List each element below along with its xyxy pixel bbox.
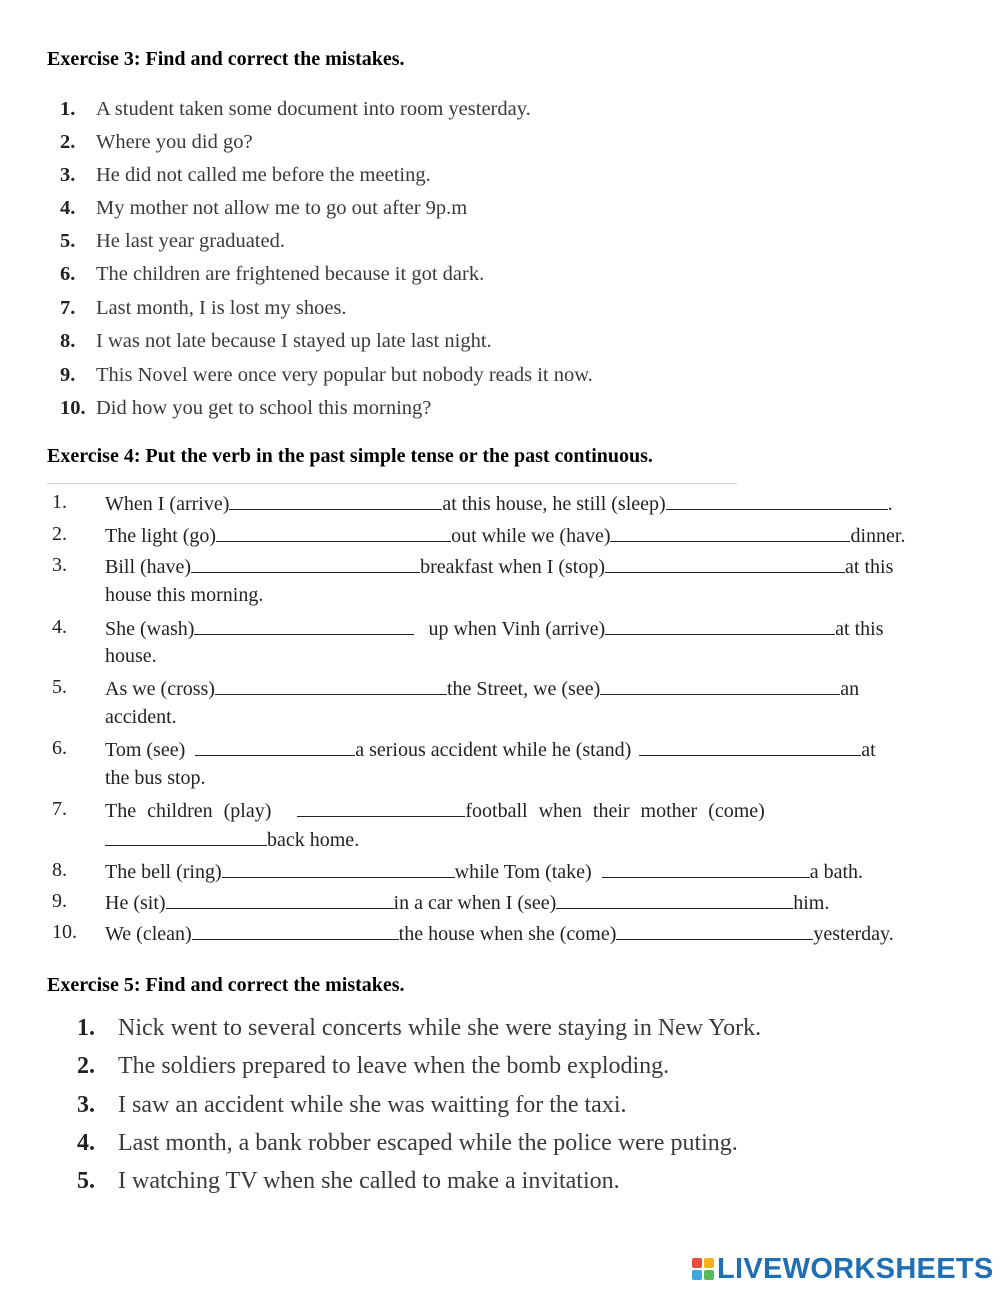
list-item: As we (cross) the Street, we (see) an <box>105 678 860 700</box>
list-item: 5. He last year graduated. <box>60 230 285 252</box>
list-item: The light (go) out while we (have) dinner. <box>105 525 906 547</box>
sentence: I watching TV when she called to make a invitation. <box>118 1168 620 1194</box>
list-item: 1. A student taken some document into room yesterday. <box>60 98 531 120</box>
answer-blank[interactable] <box>616 921 813 940</box>
answer-blank[interactable] <box>192 921 399 940</box>
item-number: 10. <box>52 921 77 943</box>
sentence: He did not called me before the meeting. <box>96 164 431 186</box>
answer-blank[interactable] <box>556 890 793 909</box>
answer-blank[interactable] <box>194 616 414 635</box>
sentence: This Novel were once very popular but nobody reads it now. <box>96 364 593 386</box>
list-item: When I (arrive) at this house, he still (sleep) . <box>105 493 893 515</box>
list-item-continuation: house. <box>105 645 157 667</box>
answer-blank[interactable] <box>639 737 861 756</box>
list-item: Tom (see) a serious accident while he (stand) at <box>105 739 876 761</box>
divider <box>47 483 737 484</box>
answer-blank[interactable] <box>605 616 835 635</box>
list-item: The children (play) football when their mother (come) <box>105 800 765 822</box>
sentence: Last month, I is lost my shoes. <box>96 297 347 319</box>
sentence: The soldiers prepared to leave when the bomb exploding. <box>118 1053 670 1079</box>
answer-blank[interactable] <box>195 737 355 756</box>
sentence: The children are frightened because it got dark. <box>96 263 485 285</box>
list-item: She (wash) up when Vinh (arrive) at this <box>105 618 884 640</box>
liveworksheets-logo-icon <box>692 1258 714 1280</box>
item-number: 7. <box>52 798 67 820</box>
answer-blank[interactable] <box>600 676 840 695</box>
list-item-continuation: house this morning. <box>105 584 264 606</box>
answer-blank[interactable] <box>216 523 451 542</box>
exercise-4-heading: Exercise 4: Put the verb in the past simple tense or the past continuous. <box>47 445 653 467</box>
answer-blank[interactable] <box>602 859 810 878</box>
answer-blank[interactable] <box>229 491 442 510</box>
list-item: 3. I saw an accident while she was waitting for the taxi. <box>77 1092 627 1118</box>
list-item-continuation: back home. <box>105 827 359 852</box>
sentence: I was not late because I stayed up late last night. <box>96 330 492 352</box>
answer-blank[interactable] <box>166 890 394 909</box>
sentence: Nick went to several concerts while she were staying in New York. <box>118 1015 762 1041</box>
item-number: 6. <box>52 737 67 759</box>
item-number: 5. <box>52 676 67 698</box>
exercise-5-heading: Exercise 5: Find and correct the mistakes. <box>47 974 405 996</box>
list-item: 9. This Novel were once very popular but nobody reads it now. <box>60 364 593 386</box>
sentence: Last month, a bank robber escaped while the police were puting. <box>118 1130 738 1156</box>
list-item-continuation: accident. <box>105 706 177 728</box>
item-number: 9. <box>52 890 67 912</box>
list-item: He (sit) in a car when I (see) him. <box>105 892 830 914</box>
answer-blank[interactable] <box>222 859 455 878</box>
list-item: 2. Where you did go? <box>60 131 253 153</box>
item-number: 1. <box>52 491 67 513</box>
list-item: 3. He did not called me before the meeting. <box>60 164 431 186</box>
answer-blank[interactable] <box>605 554 845 573</box>
logo-text: LIVEWORKSHEETS <box>717 1252 994 1285</box>
sentence: A student taken some document into room yesterday. <box>96 98 531 120</box>
answer-blank[interactable] <box>610 523 850 542</box>
list-item: 6. The children are frightened because it got dark. <box>60 263 485 285</box>
answer-blank[interactable] <box>666 491 888 510</box>
list-item: Bill (have) breakfast when I (stop) at this <box>105 556 894 578</box>
sentence: My mother not allow me to go out after 9p.m <box>96 197 468 219</box>
list-item: 8. I was not late because I stayed up late last night. <box>60 330 492 352</box>
list-item-continuation: the bus stop. <box>105 767 206 789</box>
answer-blank[interactable] <box>191 554 420 573</box>
sentence: Where you did go? <box>96 131 253 153</box>
item-number: 8. <box>52 859 67 881</box>
list-item: 1. Nick went to several concerts while she were staying in New York. <box>77 1015 762 1041</box>
sentence: Did how you get to school this morning? <box>96 397 432 419</box>
list-item: 5. I watching TV when she called to make a invitation. <box>77 1168 620 1194</box>
item-number: 4. <box>52 616 67 638</box>
item-number: 2. <box>52 523 67 545</box>
list-item: The bell (ring) while Tom (take) a bath. <box>105 861 864 883</box>
list-item: 7. Last month, I is lost my shoes. <box>60 297 347 319</box>
list-item: We (clean) the house when she (come) yesterday. <box>105 923 894 945</box>
answer-blank[interactable] <box>105 827 267 846</box>
list-item: 2. The soldiers prepared to leave when the bomb exploding. <box>77 1053 670 1079</box>
list-item: 10. Did how you get to school this morning? <box>60 397 432 419</box>
liveworksheets-logo <box>692 1253 994 1285</box>
answer-blank[interactable] <box>297 798 465 817</box>
answer-blank[interactable] <box>215 676 447 695</box>
item-number: 3. <box>52 554 67 576</box>
exercise-3-heading: Exercise 3: Find and correct the mistakes. <box>47 48 405 70</box>
list-item: 4. Last month, a bank robber escaped while the police were puting. <box>77 1130 738 1156</box>
list-item: 4. My mother not allow me to go out after 9p.m <box>60 197 468 219</box>
sentence: I saw an accident while she was waitting for the taxi. <box>118 1092 627 1118</box>
sentence: He last year graduated. <box>96 230 285 252</box>
